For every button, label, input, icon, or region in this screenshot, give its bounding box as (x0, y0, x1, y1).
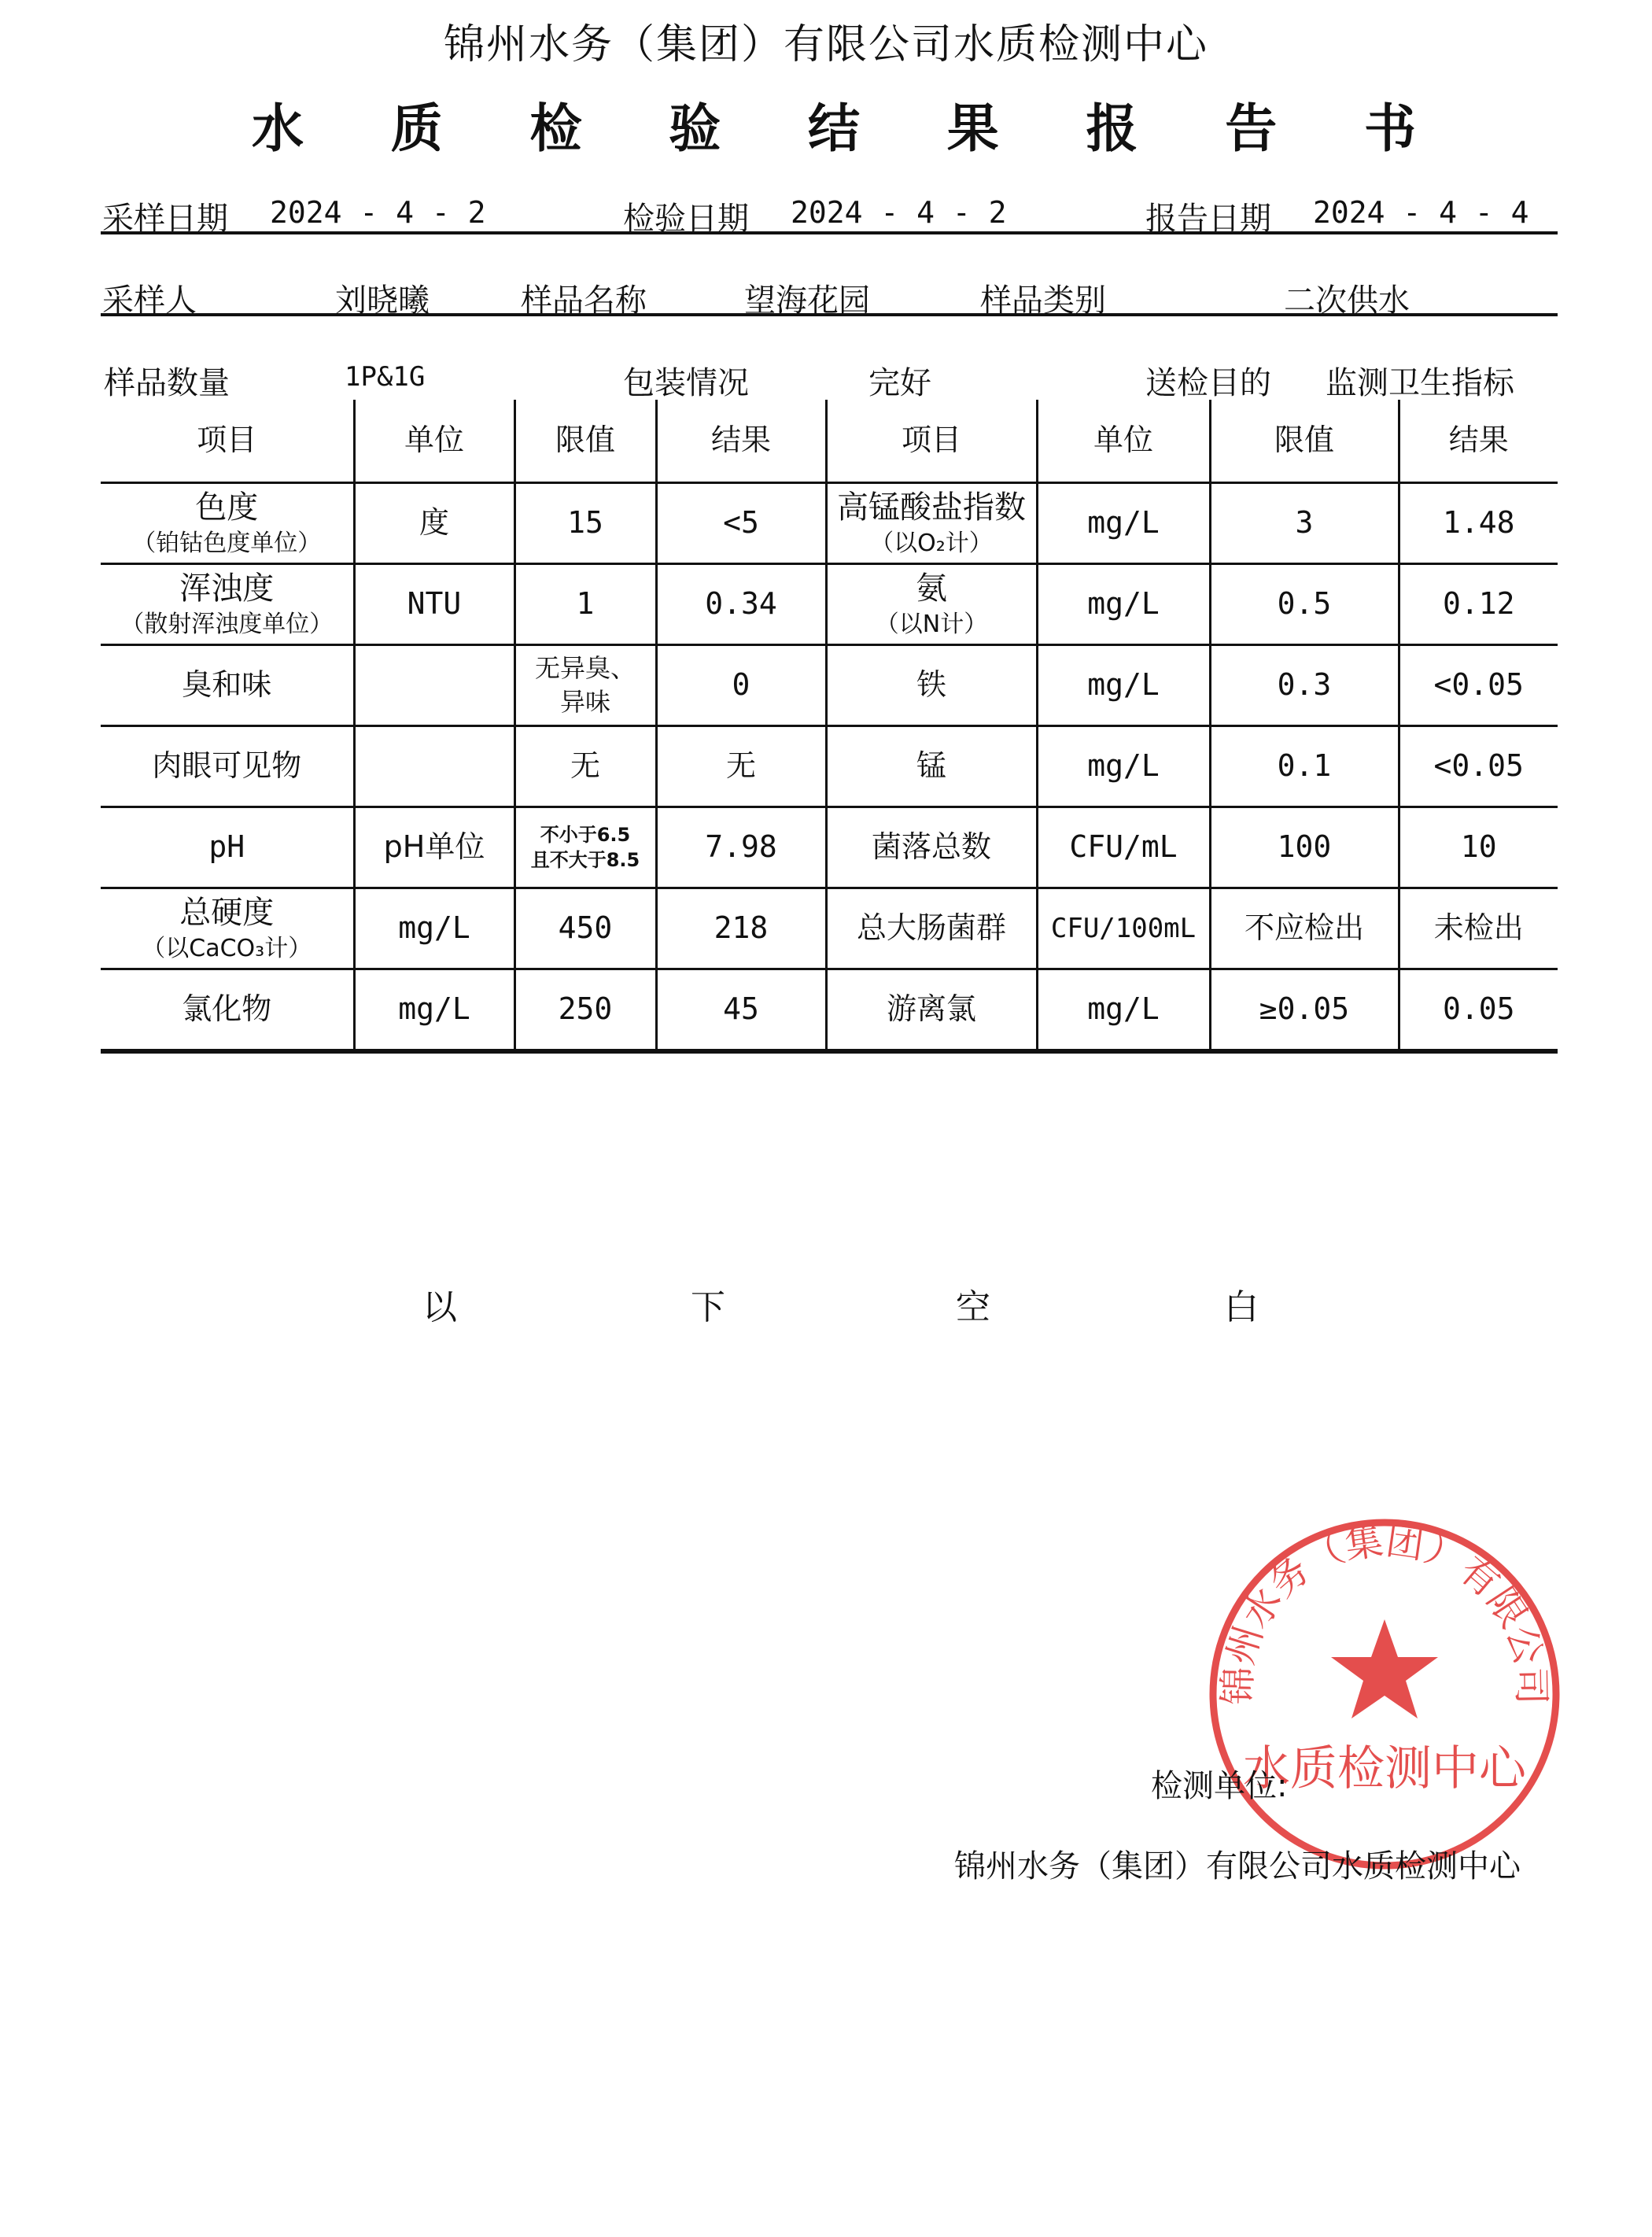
divider (101, 313, 1558, 316)
sampling-date-label: 采样日期 (102, 201, 228, 237)
unit-cell: mg/L (1037, 645, 1210, 726)
title-char: 质 (390, 98, 443, 159)
official-seal-stamp (1200, 1509, 1569, 1879)
limit-cell: 无 (514, 726, 656, 807)
testing-unit-name: 锦州水务（集团）有限公司水质检测中心 (954, 1848, 1521, 1884)
unit-cell: mg/L (354, 888, 514, 969)
packaging-value: 完好 (868, 365, 931, 401)
table-row (101, 969, 1558, 1052)
title-char: 验 (669, 98, 721, 159)
result-cell: <0.05 (1399, 645, 1558, 726)
sampling-date-value: 2024 - 4 - 2 (270, 195, 486, 230)
result-cell: 7.98 (656, 807, 826, 888)
header-cell: 单位 (354, 400, 514, 483)
result-cell: 无 (656, 726, 826, 807)
limit-cell: 不小于6.5 且不大于8.5 (514, 807, 656, 888)
sample-type-value: 二次供水 (1284, 282, 1410, 319)
limit-cell: 0.3 (1210, 645, 1399, 726)
test-date-value: 2024 - 4 - 2 (791, 195, 1007, 230)
title-char: 检 (529, 98, 582, 159)
test-date-label: 检验日期 (623, 201, 749, 237)
blank-note-char: 以 (422, 1287, 457, 1327)
result-cell: 未检出 (1399, 888, 1558, 969)
title-char: 书 (1364, 98, 1416, 159)
result-cell: 10 (1399, 807, 1558, 888)
limit-cell: 1 (514, 564, 656, 645)
title-char: 告 (1225, 98, 1278, 159)
item-cell: 铁 (826, 645, 1037, 726)
header-cell: 限值 (514, 400, 656, 483)
report-date-value: 2024 - 4 - 4 (1313, 195, 1529, 230)
sampler-label: 采样人 (102, 282, 197, 319)
limit-cell: 3 (1210, 483, 1399, 564)
table-row (101, 645, 1558, 726)
unit-cell: mg/L (1037, 969, 1210, 1052)
dates-row (102, 194, 1558, 237)
item-cell: 肉眼可见物 (101, 726, 354, 807)
unit-cell: CFU/mL (1037, 807, 1210, 888)
unit-cell: 度 (354, 483, 514, 564)
limit-cell: 0.5 (1210, 564, 1399, 645)
result-cell: 1.48 (1399, 483, 1558, 564)
header-cell: 项目 (101, 400, 354, 483)
limit-cell: 0.1 (1210, 726, 1399, 807)
results-table (101, 400, 1558, 1054)
unit-cell: mg/L (1037, 726, 1210, 807)
item-cell: 总大肠菌群 (826, 888, 1037, 969)
title-char: 水 (252, 98, 304, 159)
blank-note-char: 下 (691, 1287, 725, 1327)
item-cell: 氨 （以N计） (826, 564, 1037, 645)
item-cell: 高锰酸盐指数 （以O₂计） (826, 483, 1037, 564)
report-title (252, 87, 1416, 161)
seal-outer-text: 锦州水务（集团）有限公司 (1215, 1519, 1554, 1706)
testing-unit-label: 检测单位: (1151, 1768, 1288, 1804)
result-cell: 0.34 (656, 564, 826, 645)
blank-note-char: 白 (1224, 1287, 1259, 1327)
quantity-label: 样品数量 (104, 365, 230, 401)
unit-cell: mg/L (354, 969, 514, 1052)
limit-cell: 250 (514, 969, 656, 1052)
item-cell: 色度 （铂钴色度单位） (101, 483, 354, 564)
result-cell: 0 (656, 645, 826, 726)
unit-cell: mg/L (1037, 564, 1210, 645)
limit-cell: 100 (1210, 807, 1399, 888)
quantity-value: 1P&1G (345, 361, 426, 393)
header-cell: 项目 (826, 400, 1037, 483)
organization-title: 锦州水务（集团）有限公司水质检测中心 (443, 21, 1208, 68)
unit-cell: pH单位 (354, 807, 514, 888)
unit-cell (354, 726, 514, 807)
table-row (101, 888, 1558, 969)
seal-inner-text: 水质检测中心 (1243, 1741, 1526, 1796)
title-char: 报 (1086, 98, 1138, 159)
title-char: 结 (808, 98, 860, 159)
item-cell: 锰 (826, 726, 1037, 807)
limit-cell: ≥0.05 (1210, 969, 1399, 1052)
table-row (101, 807, 1558, 888)
item-cell: 总硬度 （以CaCO₃计） (101, 888, 354, 969)
unit-cell: mg/L (1037, 483, 1210, 564)
item-cell: 游离氯 (826, 969, 1037, 1052)
limit-cell: 450 (514, 888, 656, 969)
table-row (101, 564, 1558, 645)
limit-cell: 不应检出 (1210, 888, 1399, 969)
report-date-label: 报告日期 (1145, 201, 1271, 237)
item-cell: 氯化物 (101, 969, 354, 1052)
sample-name-value: 望海花园 (744, 282, 870, 319)
unit-cell: NTU (354, 564, 514, 645)
packaging-label: 包装情况 (623, 365, 749, 401)
blank-note-char: 空 (956, 1287, 990, 1327)
table-row (101, 483, 1558, 564)
unit-cell (354, 645, 514, 726)
star-icon (1331, 1619, 1438, 1718)
header-cell: 结果 (656, 400, 826, 483)
divider (101, 231, 1558, 234)
limit-cell: 无异臭、 异味 (514, 645, 656, 726)
sample-type-label: 样品类别 (980, 282, 1106, 319)
result-cell: 45 (656, 969, 826, 1052)
item-cell: 臭和味 (101, 645, 354, 726)
item-cell: pH (101, 807, 354, 888)
result-cell: 218 (656, 888, 826, 969)
sampler-value: 刘晓曦 (335, 282, 430, 319)
item-cell: 菌落总数 (826, 807, 1037, 888)
limit-cell: 15 (514, 483, 656, 564)
purpose-label: 送检目的 (1145, 365, 1271, 401)
header-cell: 结果 (1399, 400, 1558, 483)
result-cell: 0.05 (1399, 969, 1558, 1052)
result-cell: 0.12 (1399, 564, 1558, 645)
result-cell: <5 (656, 483, 826, 564)
sample-detail-row (102, 358, 1558, 401)
table-header-row (101, 400, 1558, 483)
title-char: 果 (946, 98, 999, 159)
unit-cell: CFU/100mL (1037, 888, 1210, 969)
header-cell: 限值 (1210, 400, 1399, 483)
sample-name-label: 样品名称 (521, 282, 647, 319)
sample-info-row (102, 275, 1558, 319)
result-cell: <0.05 (1399, 726, 1558, 807)
header-cell: 单位 (1037, 400, 1210, 483)
table-row (101, 726, 1558, 807)
purpose-value: 监测卫生指标 (1326, 365, 1514, 401)
item-cell: 浑浊度 （散射浑浊度单位） (101, 564, 354, 645)
